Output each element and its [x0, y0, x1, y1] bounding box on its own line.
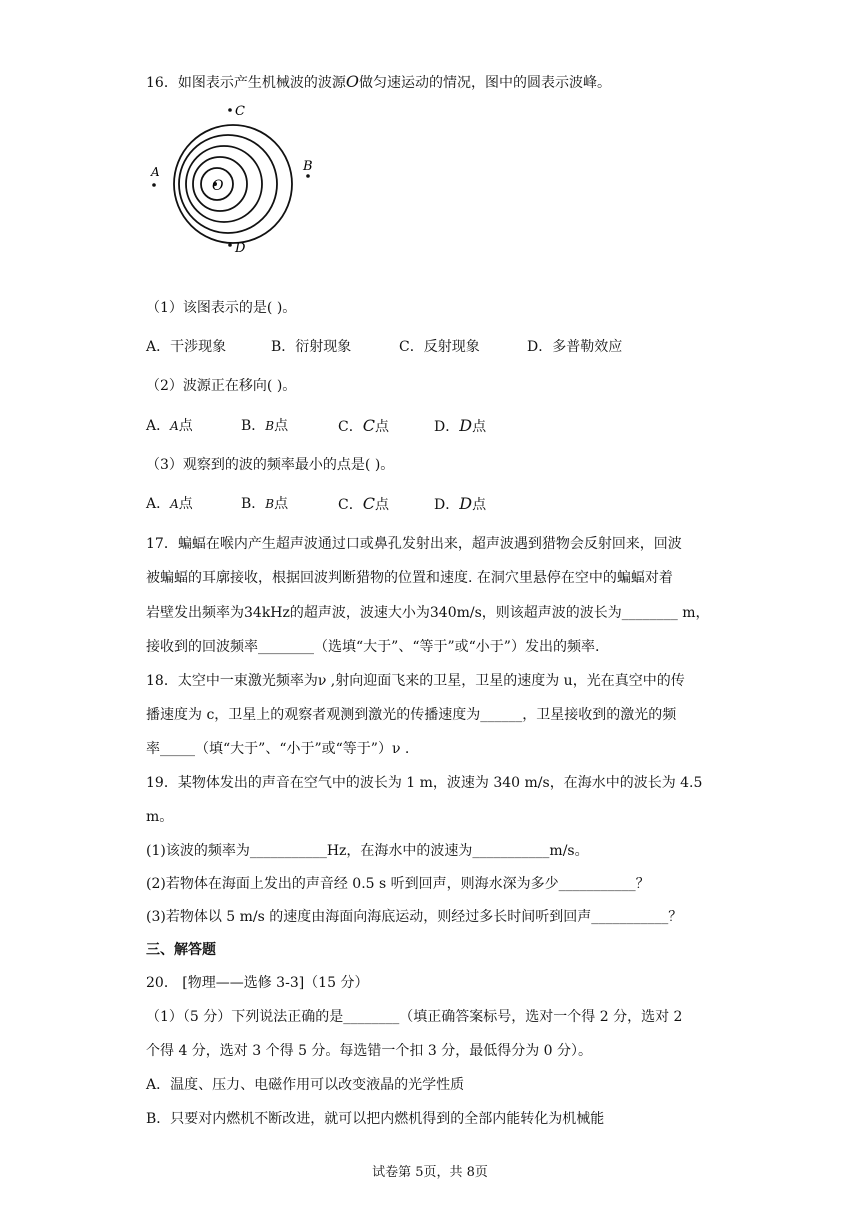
q16-stem-source: O	[345, 72, 359, 91]
q16-sub1-option-b: B．衍射现象	[271, 339, 352, 355]
q17-line-4: 接收到的回波频率________（选填“大于”、“等于”或“小于”）发出的频率.	[146, 639, 600, 655]
q16-sub1-option-c: C．反射现象	[399, 339, 480, 355]
point-a-label: A	[151, 165, 160, 179]
q18-line-3: 率_____（填“大于”、“小于”或“等于”）ν .	[146, 741, 410, 757]
q17-line-1: 17．蝙蝠在喉内产生超声波通过口或鼻孔发射出来，超声波遇到猎物会反射回来，回波	[146, 536, 682, 552]
q16-sub3: （3）观察到的波的频率最小的点是( )。	[146, 457, 395, 473]
q19-sub3: (3)若物体以 5 m/s 的速度由海面向海底运动，则经过多长时间听到回声___________？	[146, 909, 683, 925]
q16-sub3-option-d: D．D点	[434, 494, 487, 513]
q16-stem-a: 16．如图表示产生机械波的波源	[146, 75, 346, 91]
q16-sub1: （1）该图表示的是( )。	[146, 300, 297, 316]
q16-stem-b: 做匀速运动的情况，图中的圆表示波峰。	[358, 75, 611, 91]
q16-sub1-option-d: D．多普勒效应	[527, 339, 623, 355]
q16-sub2-option-b: B．B点	[241, 418, 289, 434]
q17-line-3: 岩壁发出频率为34kHz的超声波，波速大小为340m/s，则该超声波的波长为________ m，	[146, 605, 710, 621]
q16-sub3-option-b: B．B点	[241, 496, 289, 512]
q17-line-2: 被蝙蝠的耳廓接收，根据回波判断猎物的位置和速度. 在洞穴里悬停在空中的蝙蝠对着	[146, 570, 673, 586]
q18-line-2: 播速度为 c，卫星上的观察者观测到激光的传播速度为______，卫星接收到的激光的频	[146, 707, 677, 723]
q16-sub2: （2）波源正在移向( )。	[146, 378, 297, 394]
q16-stem	[146, 72, 611, 93]
point-o-label: O	[212, 178, 224, 194]
q16-sub2-option-a: A．A点	[146, 418, 193, 434]
q18-line-1: 18．太空中一束激光频率为ν ,射向迎面飞来的卫星，卫星的速度为 u，光在真空中的传	[146, 673, 685, 689]
point-b-dot	[306, 174, 310, 178]
q20-sub1-line-1: （1）（5 分）下列说法正确的是________（填正确答案标号，选对一个得 2 分，选对 2	[146, 1009, 683, 1025]
point-b-label: B	[303, 159, 313, 174]
section-heading: 三、解答题	[146, 942, 216, 958]
q16-sub3-option-c: C．C点	[338, 494, 389, 513]
point-c-label: C	[235, 104, 245, 119]
q16-sub2-option-d: D．D点	[434, 416, 487, 435]
q19-line-1: 19．某物体发出的声音在空气中的波长为 1 m，波速为 340 m/s，在海水中的波长为 4.5	[146, 775, 703, 791]
q16-sub1-option-a: A．干涉现象	[146, 339, 227, 355]
point-d-dot	[228, 243, 232, 247]
q20-sub1-line-2: 个得 4 分，选对 3 个得 5 分。每选错一个扣 3 分，最低得分为 0 分）。	[146, 1043, 593, 1059]
q16-sub2-option-c: C．C点	[338, 416, 389, 435]
q16-sub3-option-a: A．A点	[146, 496, 193, 512]
q19-sub2: (2)若物体在海面上发出的声音经 0.5 s 听到回声，则海水深为多少___________？	[146, 876, 650, 892]
point-a-dot	[152, 183, 156, 187]
q20-option-b: B．只要对内燃机不断改进，就可以把内燃机得到的全部内能转化为机械能	[146, 1111, 605, 1127]
point-d-label: D	[235, 241, 246, 256]
q20-heading: 20． [物理——选修 3-3]（15 分）	[146, 975, 369, 991]
wave-figure	[140, 100, 340, 260]
point-c-dot	[228, 108, 232, 112]
q19-sub1: (1)该波的频率为___________Hz，在海水中的波速为___________m/s。	[146, 843, 589, 859]
page-footer: 试卷第 5页，共 8页	[372, 1165, 488, 1180]
q20-option-a: A．温度、压力、电磁作用可以改变液晶的光学性质	[146, 1077, 465, 1093]
q19-line-2: m。	[146, 809, 174, 825]
